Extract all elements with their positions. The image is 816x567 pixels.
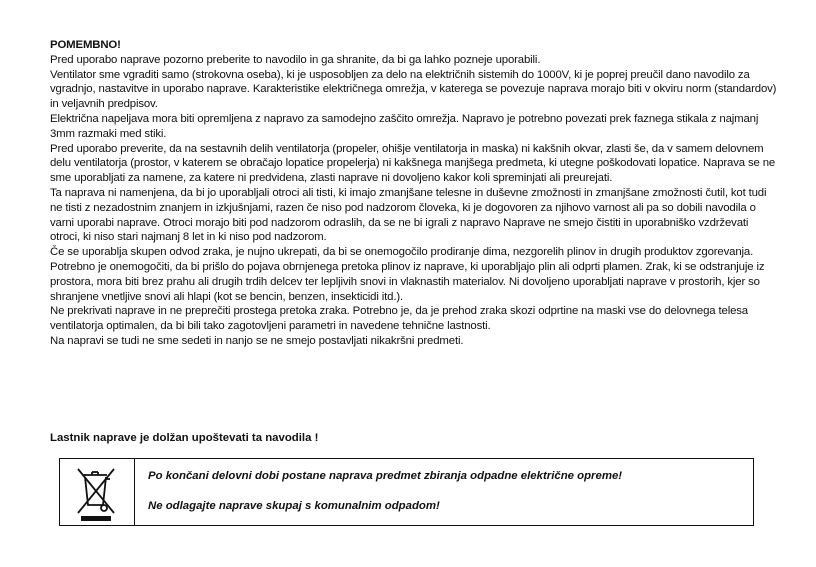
paragraph-electrical-protection: Električna napeljava mora biti opremljena z napravo za samodejno zaščito omrežja. Napravo je potrebno povezati prek faznega stikala z najmanj 3mm razmaki med stiki.	[50, 112, 759, 140]
paragraph-no-objects: Na napravi se tudi ne sme sedeti in nanjo se ne smejo postavljati nikakršni predmeti.	[50, 334, 464, 347]
weee-collection-text: Po končani delovni dobi postane naprava predmet zbiranja odpadne električne opreme!	[148, 470, 623, 482]
owner-notice: Lastnik naprave je dolžan upoštevati ta navodila !	[50, 432, 319, 444]
instructions-text	[50, 38, 780, 349]
weee-icon-cell	[60, 459, 135, 525]
paragraph-air-exhaust: Če se uporablja skupen odvod zraka, je nujno ukrepati, da bi se onemogočilo prodiranje dima, nezgorelih plinov in drugih produktov zgorevanja. Potrebno je onemogočiti, da bi prišlo do pojava obrnjenega pretoka plinov iz naprave, ki uporabljajo plin ali odprti plamen. Zrak, ki se odstranjuje iz prostora, mora biti brez prahu ali drugih trdih delcev ter lepljivih snovi in vlaknastih materialov. Ni dovoljeno uporabljati naprave v prostorih, kjer so shranjene vnetljive snovi ali hlapi (kot se bencin, benzen, insekticidi itd.).	[50, 246, 765, 303]
paragraph-read-instructions: Pred uporabo naprave pozorno preberite to navodilo in ga shranite, da bi ga lahko pozneje uporabili.	[50, 53, 541, 66]
weee-disposal-box	[59, 458, 754, 526]
weee-no-household-waste-text: Ne odlagajte naprave skupaj s komunalnim odpadom!	[148, 500, 440, 512]
crossed-out-wheelie-bin-icon	[73, 463, 121, 523]
paragraph-children-safety: Ta naprava ni namenjena, da bi jo uporabljali otroci ali tisti, ki imajo zmanjšane telesne in duševne zmožnosti in zmanjšane zmožnosti čutil, kot tudi ne tisti z nezadostnim znanjem in izkjušnjami, razen če niso pod nadzorom človeka, ki je dogovoren za njihovo varnost ali pa so dobili navodila o varni uporabi naprave. Otroci morajo biti pod nadzorom odraslih, da se ne bi igrali z napravo Naprave ne smejo čistiti in uporabniško vzdrževati otroci, ki niso stari najmanj 8 let in ki niso pod nadzorom.	[50, 186, 767, 244]
paragraph-airflow: Ne prekrivati naprave in ne preprečiti prostega pretoka zraka. Potrebno je, da je prehod zraka skozi odprtine na maski vse do delovnega telesa ventilatorja optimalen, da bi bili tako zagotovljeni parametri in navedene tehnične lastnosti.	[50, 305, 748, 333]
paragraph-pre-use-check: Pred uporabo preverite, da na sestavnih delih ventilatorja (propeler, ohišje ventilatorja in maska) ni kakšnih okvar, zlasti še, da v samem delovnem delu ventilatorja (prostor, v katerem se obračajo lopatice propelerja) ni kakšnega manjšega predmeta, ki utegne poškodovati lopatice. Naprava se ne sme uporabljati za namene, za katere ni predvidena, zlasti naprave ni dovoljeno kakor koli spreminjati ali preurejati.	[50, 142, 776, 185]
important-heading: POMEMBNO!	[50, 39, 121, 51]
paragraph-installation: Ventilator sme vgraditi samo (strokovna oseba), ki je usposobljen za delo na električnih sistemih do 1000V, ki je poprej preučil dano navodilo za vgradnjo, nastavitve in uporabo naprave. Karakteristike električnega omrežja, v katerega se povezuje naprava morajo biti v okviru norm (standardov) in veljavnih predpisov.	[50, 68, 777, 111]
